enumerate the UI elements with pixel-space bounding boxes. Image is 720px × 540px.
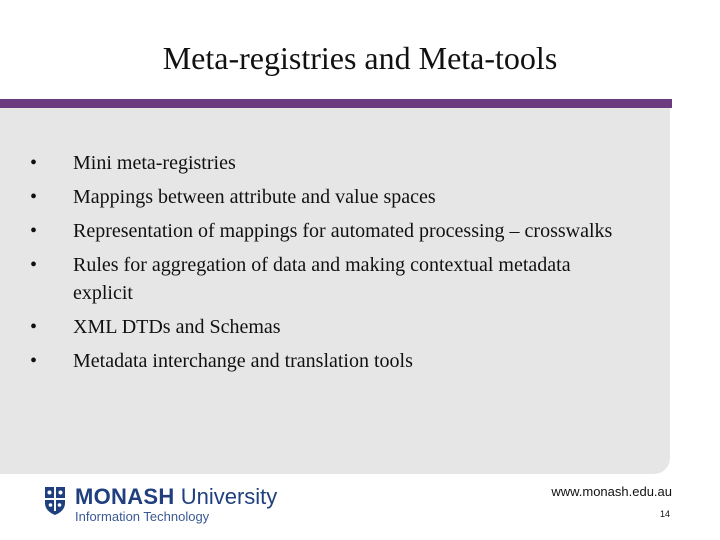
bullet-marker: • bbox=[30, 350, 38, 372]
list-item bbox=[30, 347, 630, 375]
bullet-marker: • bbox=[30, 152, 38, 174]
logo-university: University bbox=[180, 484, 278, 509]
monash-logo bbox=[44, 484, 284, 528]
list-item bbox=[30, 313, 630, 341]
footer-url: www.monash.edu.au bbox=[551, 484, 672, 499]
bullet-text: Representation of mappings for automated processing – crosswalks bbox=[73, 220, 613, 242]
logo-name: MONASH bbox=[75, 484, 175, 509]
bullet-text: Metadata interchange and translation tools bbox=[73, 350, 413, 372]
logo-subtitle: Information Technology bbox=[75, 509, 210, 524]
bullet-text: Mini meta-registries bbox=[73, 152, 236, 174]
list-item bbox=[30, 251, 630, 307]
list-item bbox=[30, 183, 630, 211]
page-number: 14 bbox=[659, 509, 670, 519]
monash-crest-icon bbox=[44, 486, 66, 516]
bullet-marker: • bbox=[30, 254, 38, 276]
logo-wordmark bbox=[75, 484, 277, 510]
bullet-marker: • bbox=[30, 316, 38, 338]
bullet-text: Rules for aggregation of data and making contextual metadata explicit bbox=[73, 254, 571, 304]
title-divider-bar bbox=[0, 99, 672, 108]
bullet-text: XML DTDs and Schemas bbox=[73, 316, 281, 338]
bullet-marker: • bbox=[30, 220, 38, 242]
bullet-list bbox=[30, 149, 630, 381]
bullet-text: Mappings between attribute and value spaces bbox=[73, 186, 436, 208]
bullet-marker: • bbox=[30, 186, 38, 208]
list-item bbox=[30, 217, 630, 245]
slide-title: Meta-registries and Meta-tools bbox=[162, 40, 558, 76]
list-item bbox=[30, 149, 630, 177]
